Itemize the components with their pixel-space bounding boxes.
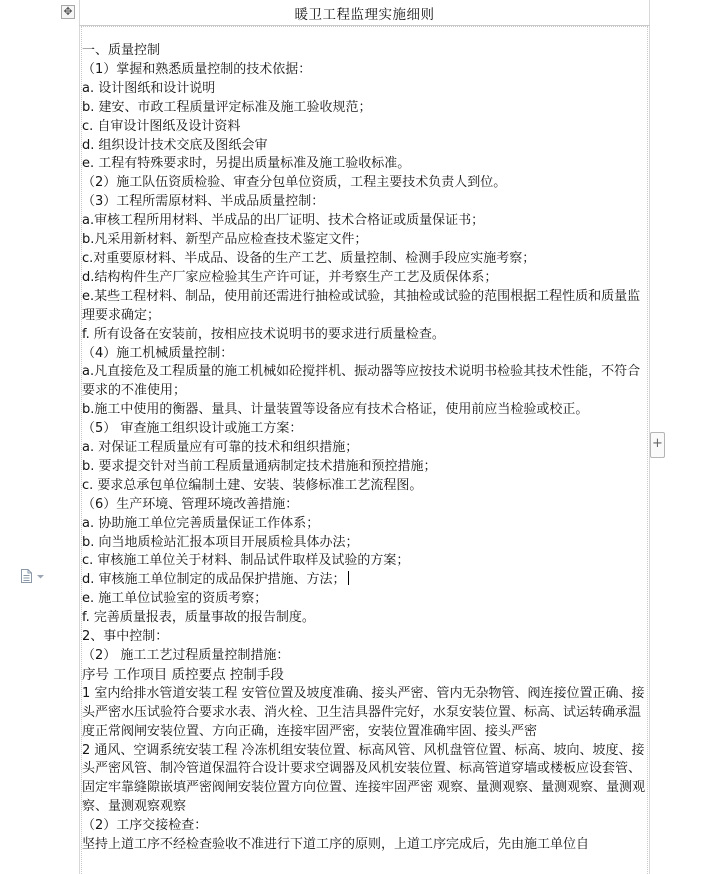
list-item: a. 对保证工程质量应有可靠的技术和组织措施； [82, 440, 359, 456]
subsection-heading: （4）施工机械质量控制： [82, 345, 234, 361]
paragraph: 坚持上道工序不经检查验收不准进行下道工序的原则，上道工序完成后，先由施工单位自 [82, 837, 590, 853]
list-item: b.施工中使用的衡器、量具、计量装置等设备应有技术合格证，使用前应当检验或校正。 [82, 402, 589, 418]
list-item: f. 完善质量报表，质量事故的报告制度。 [82, 610, 315, 626]
document-icon[interactable] [20, 568, 48, 584]
list-item: f. 所有设备在安装前，按相应技术说明书的要求进行质量检查。 [82, 326, 445, 342]
section-heading: 一、质量控制 [82, 43, 161, 58]
subsection-heading: （2）工序交接检查： [82, 818, 208, 834]
subsection-heading: （6）生产环境、管理环境改善措施： [82, 496, 299, 512]
table-row: 1 室内给排水管道安装工程 安管位置及坡度准确、接头严密、管内无杂物管、阀连接位置正确、接头严密水压试验符合要求水表、消火栓、卫生洁具器件完好，水泵安装位置、标高、试运转确承温度正常阀闸安装位置、方向正确，连接牢固严密，安装位置准确牢固、接头严密 [82, 685, 645, 739]
list-item: d.结构构件生产厂家应检验其生产许可证，并考察生产工艺及质保体系； [82, 269, 498, 285]
table-row: 2 通风、空调系统安装工程 冷冻机组安装位置、标高风管、风机盘管位置、标高、坡向、坡度、接头严密风管、制冷管道保温符合设计要求空调器及风机安装位置、标高管道穿墙或楼板应设套管、固定牢靠缝隙嵌填严密阀闸安装位置方向位置、连接牢固严密 观察、量测观察、量测观察、量测观察、量测观察观察 [82, 742, 646, 815]
list-item: e. 施工单位试验室的资质考察； [82, 591, 268, 607]
document-body[interactable] [82, 42, 648, 855]
subsection-heading: （5） 审查施工组织设计或施工方案： [82, 421, 303, 437]
list-item: d. 组织设计技术交底及图纸会审 [82, 137, 268, 153]
header-divider [79, 25, 650, 26]
plus-icon[interactable]: + [650, 432, 665, 458]
text-cursor [348, 571, 349, 585]
section-heading: 2、事中控制： [82, 629, 169, 645]
subsection-heading: （3）工程所需原材料、半成品质量控制： [82, 194, 325, 210]
list-item: b. 向当地质检站汇报本项目开展质检具体办法； [82, 534, 359, 550]
subsection-heading: （2）施工队伍资质检验、审查分包单位资质，工程主要技术负责人到位。 [82, 175, 507, 191]
subsection-heading: （2） 施工工艺过程质量控制措施： [82, 648, 290, 663]
list-item: e.某些工程材料、制品，使用前还需进行抽检或试验，其抽检或试验的范围根据工程性质和质量监理要求确定； [82, 288, 641, 323]
page-header-title: 暖卫工程监理实施细则 [294, 7, 435, 23]
table-header-line: 序号 工作项目 质控要点 控制手段 [82, 666, 284, 683]
list-item: b.凡采用新材料、新型产品应检查技术鉴定文件； [82, 232, 368, 248]
list-item: a. 设计图纸和设计说明 [82, 80, 216, 96]
list-item: a. 协助施工单位完善质量保证工作体系； [82, 515, 320, 531]
list-item: e. 工程有特殊要求时，另提出质量标准及施工验收标准。 [82, 156, 411, 172]
list-item: a.凡直接危及工程质量的施工机械如砼搅拌机、振动器等应按技术说明书检验其技术性能，不符合要求的不准使用； [82, 364, 641, 399]
list-item: b. 要求提交针对当前工程质量通病制定技术措施和预控措施； [82, 458, 437, 474]
list-item-text: d. 审核施工单位制定的成品保护措施、方法； [82, 572, 346, 588]
list-item: c.对重要原材料、半成品、设备的生产工艺、质量控制、检测手段应实施考察； [82, 250, 536, 266]
list-item-with-cursor[interactable] [82, 571, 648, 590]
list-item: c. 要求总承包单位编制土建、安装、装修标准工艺流程图。 [82, 477, 423, 493]
move-icon[interactable]: ✥ [61, 5, 75, 19]
list-item: b. 建安、市政工程质量评定标准及施工验收规范； [82, 99, 372, 115]
list-item: c. 自审设计图纸及设计资料 [82, 118, 241, 134]
list-item: a.审核工程所用材料、半成品的出厂证明、技术合格证或质量保证书； [82, 213, 485, 229]
subsection-heading: （1）掌握和熟悉质量控制的技术依据： [82, 61, 312, 77]
list-item: c. 审核施工单位关于材料、制品试件取样及试验的方案； [82, 553, 410, 569]
